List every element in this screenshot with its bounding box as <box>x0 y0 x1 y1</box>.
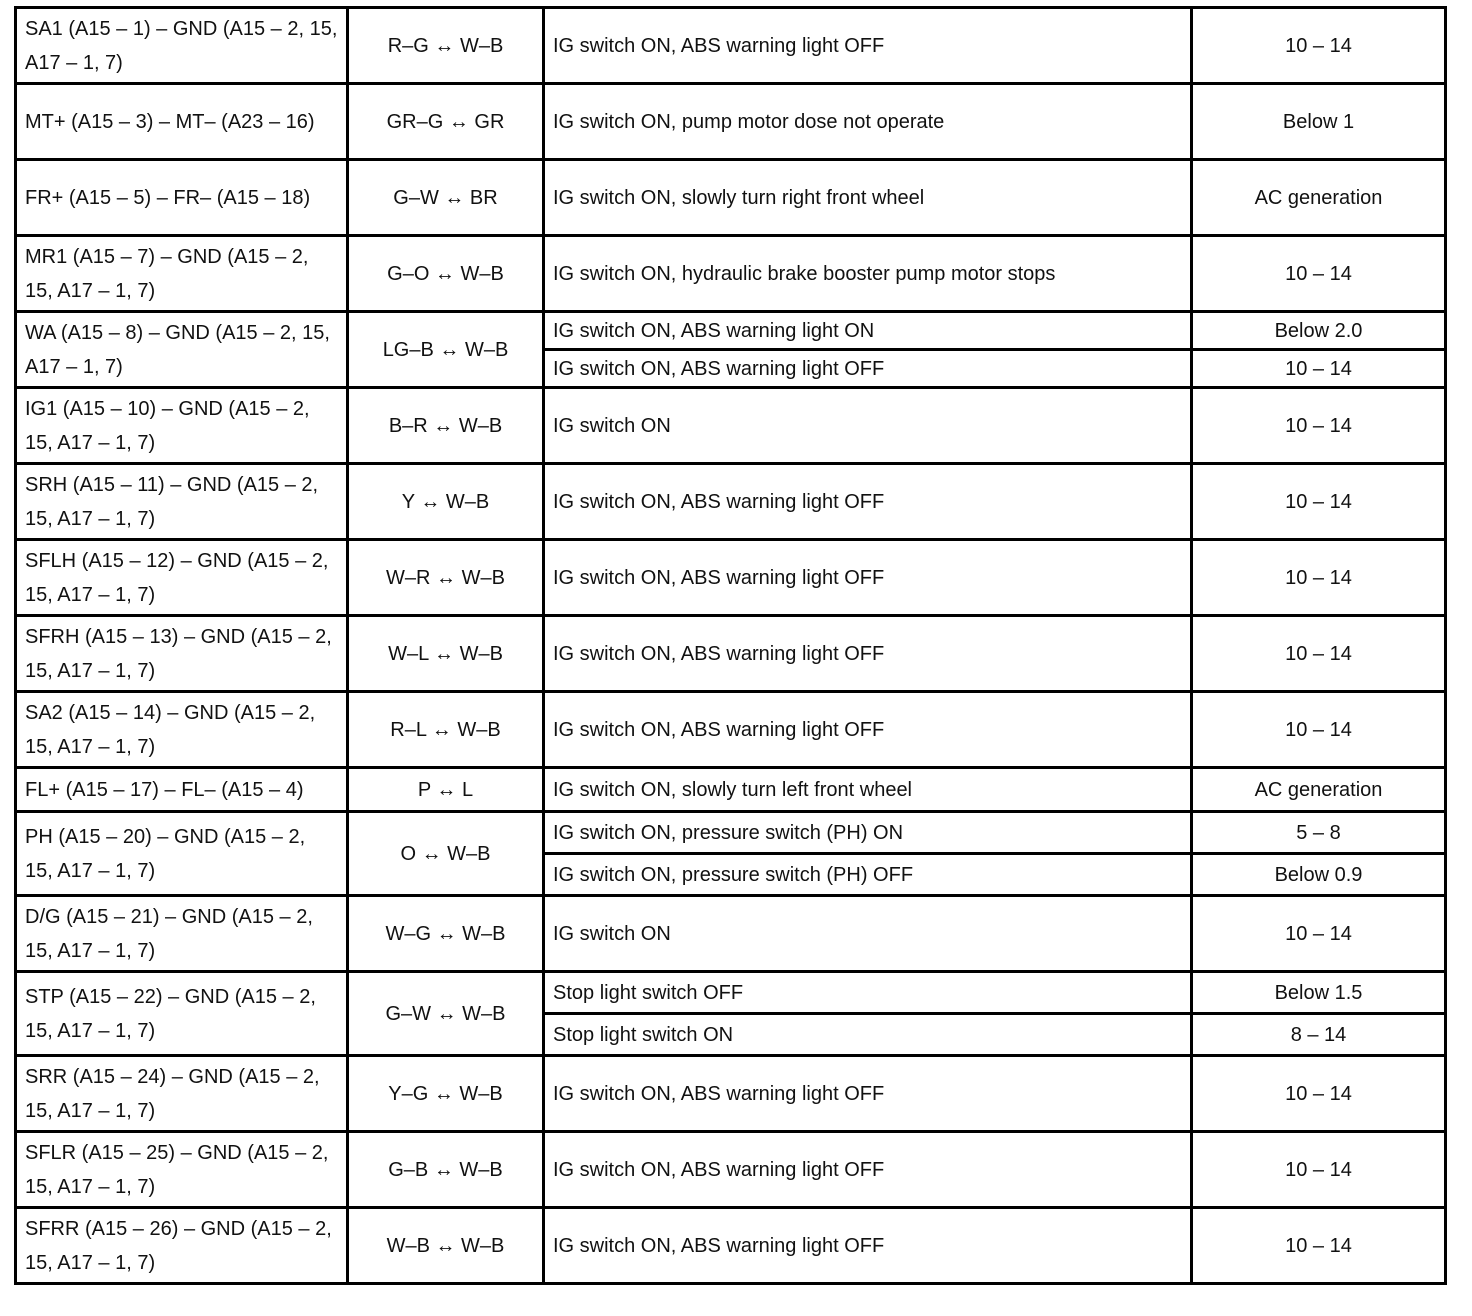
specified-condition-cell: 10 – 14 <box>1192 616 1446 692</box>
terminal-cell: WA (A15 – 8) – GND (A15 – 2, 15, A17 – 1, 7) <box>16 312 348 388</box>
wiring-color-cell: Y–G ↔ W–B <box>348 1056 544 1132</box>
terminal-inspection-table <box>14 6 1447 1285</box>
specified-condition-cell: 10 – 14 <box>1192 464 1446 540</box>
specified-condition-cell: 10 – 14 <box>1192 236 1446 312</box>
specified-condition-cell: 5 – 8 <box>1192 812 1446 854</box>
specified-condition-cell: Below 0.9 <box>1192 854 1446 896</box>
specified-condition-cell: 10 – 14 <box>1192 1132 1446 1208</box>
specified-condition-cell: 10 – 14 <box>1192 540 1446 616</box>
condition-cell: IG switch ON, pump motor dose not operate <box>544 84 1192 160</box>
condition-cell: IG switch ON <box>544 896 1192 972</box>
specified-condition-cell: AC generation <box>1192 768 1446 812</box>
condition-cell: IG switch ON, ABS warning light ON <box>544 312 1192 350</box>
terminal-cell: SFLR (A15 – 25) – GND (A15 – 2, 15, A17 – 1, 7) <box>16 1132 348 1208</box>
specified-condition-cell: Below 1.5 <box>1192 972 1446 1014</box>
wiring-color-cell: W–R ↔ W–B <box>348 540 544 616</box>
condition-cell: IG switch ON, slowly turn left front wheel <box>544 768 1192 812</box>
wiring-color-cell: GR–G ↔ GR <box>348 84 544 160</box>
terminal-cell: IG1 (A15 – 10) – GND (A15 – 2, 15, A17 – 1, 7) <box>16 388 348 464</box>
table-row <box>16 1056 1446 1132</box>
terminal-cell: SFRH (A15 – 13) – GND (A15 – 2, 15, A17 – 1, 7) <box>16 616 348 692</box>
condition-cell: IG switch ON, ABS warning light OFF <box>544 692 1192 768</box>
specified-condition-cell: 10 – 14 <box>1192 692 1446 768</box>
terminal-cell: PH (A15 – 20) – GND (A15 – 2, 15, A17 – 1, 7) <box>16 812 348 896</box>
table-row <box>16 812 1446 854</box>
condition-cell: IG switch ON, ABS warning light OFF <box>544 540 1192 616</box>
condition-cell: IG switch ON, hydraulic brake booster pump motor stops <box>544 236 1192 312</box>
specified-condition-cell: Below 1 <box>1192 84 1446 160</box>
condition-cell: IG switch ON, ABS warning light OFF <box>544 350 1192 388</box>
condition-cell: Stop light switch ON <box>544 1014 1192 1056</box>
terminal-cell: FL+ (A15 – 17) – FL– (A15 – 4) <box>16 768 348 812</box>
specified-condition-cell: 10 – 14 <box>1192 1208 1446 1284</box>
specified-condition-cell: 10 – 14 <box>1192 388 1446 464</box>
condition-cell: IG switch ON, ABS warning light OFF <box>544 464 1192 540</box>
table-row <box>16 896 1446 972</box>
condition-cell: IG switch ON, ABS warning light OFF <box>544 616 1192 692</box>
table-row <box>16 312 1446 350</box>
table-row <box>16 464 1446 540</box>
wiring-color-cell: G–B ↔ W–B <box>348 1132 544 1208</box>
condition-cell: Stop light switch OFF <box>544 972 1192 1014</box>
terminal-cell: MR1 (A15 – 7) – GND (A15 – 2, 15, A17 – 1, 7) <box>16 236 348 312</box>
terminal-cell: SFRR (A15 – 26) – GND (A15 – 2, 15, A17 – 1, 7) <box>16 1208 348 1284</box>
terminal-cell: SFLH (A15 – 12) – GND (A15 – 2, 15, A17 – 1, 7) <box>16 540 348 616</box>
table-row <box>16 236 1446 312</box>
condition-cell: IG switch ON, ABS warning light OFF <box>544 8 1192 84</box>
condition-cell: IG switch ON <box>544 388 1192 464</box>
specified-condition-cell: 10 – 14 <box>1192 1056 1446 1132</box>
wiring-color-cell: P ↔ L <box>348 768 544 812</box>
table-row <box>16 84 1446 160</box>
terminal-cell: SRR (A15 – 24) – GND (A15 – 2, 15, A17 – 1, 7) <box>16 1056 348 1132</box>
wiring-color-cell: G–W ↔ BR <box>348 160 544 236</box>
table-row <box>16 8 1446 84</box>
wiring-color-cell: G–W ↔ W–B <box>348 972 544 1056</box>
condition-cell: IG switch ON, slowly turn right front wheel <box>544 160 1192 236</box>
condition-cell: IG switch ON, ABS warning light OFF <box>544 1056 1192 1132</box>
wiring-color-cell: O ↔ W–B <box>348 812 544 896</box>
specified-condition-cell: 10 – 14 <box>1192 8 1446 84</box>
specified-condition-cell: 10 – 14 <box>1192 350 1446 388</box>
terminal-cell: SA2 (A15 – 14) – GND (A15 – 2, 15, A17 – 1, 7) <box>16 692 348 768</box>
condition-cell: IG switch ON, ABS warning light OFF <box>544 1132 1192 1208</box>
wiring-color-cell: R–G ↔ W–B <box>348 8 544 84</box>
table-row <box>16 1132 1446 1208</box>
table-row <box>16 160 1446 236</box>
terminal-cell: D/G (A15 – 21) – GND (A15 – 2, 15, A17 – 1, 7) <box>16 896 348 972</box>
wiring-color-cell: Y ↔ W–B <box>348 464 544 540</box>
terminal-cell: FR+ (A15 – 5) – FR– (A15 – 18) <box>16 160 348 236</box>
table-row <box>16 768 1446 812</box>
terminal-cell: SA1 (A15 – 1) – GND (A15 – 2, 15, A17 – 1, 7) <box>16 8 348 84</box>
table-row <box>16 616 1446 692</box>
specified-condition-cell: AC generation <box>1192 160 1446 236</box>
table-row <box>16 388 1446 464</box>
wiring-color-cell: R–L ↔ W–B <box>348 692 544 768</box>
condition-cell: IG switch ON, pressure switch (PH) OFF <box>544 854 1192 896</box>
wiring-color-cell: W–B ↔ W–B <box>348 1208 544 1284</box>
terminal-cell: SRH (A15 – 11) – GND (A15 – 2, 15, A17 – 1, 7) <box>16 464 348 540</box>
condition-cell: IG switch ON, ABS warning light OFF <box>544 1208 1192 1284</box>
specified-condition-cell: 8 – 14 <box>1192 1014 1446 1056</box>
condition-cell: IG switch ON, pressure switch (PH) ON <box>544 812 1192 854</box>
specified-condition-cell: Below 2.0 <box>1192 312 1446 350</box>
wiring-color-cell: LG–B ↔ W–B <box>348 312 544 388</box>
table-row <box>16 972 1446 1014</box>
terminal-cell: MT+ (A15 – 3) – MT– (A23 – 16) <box>16 84 348 160</box>
table-row <box>16 1208 1446 1284</box>
wiring-color-cell: B–R ↔ W–B <box>348 388 544 464</box>
wiring-color-cell: G–O ↔ W–B <box>348 236 544 312</box>
table-body <box>16 8 1446 1284</box>
terminal-cell: STP (A15 – 22) – GND (A15 – 2, 15, A17 – 1, 7) <box>16 972 348 1056</box>
table-row <box>16 540 1446 616</box>
wiring-color-cell: W–G ↔ W–B <box>348 896 544 972</box>
table-row <box>16 692 1446 768</box>
wiring-color-cell: W–L ↔ W–B <box>348 616 544 692</box>
terminal-inspection-sheet <box>14 6 1444 1285</box>
specified-condition-cell: 10 – 14 <box>1192 896 1446 972</box>
